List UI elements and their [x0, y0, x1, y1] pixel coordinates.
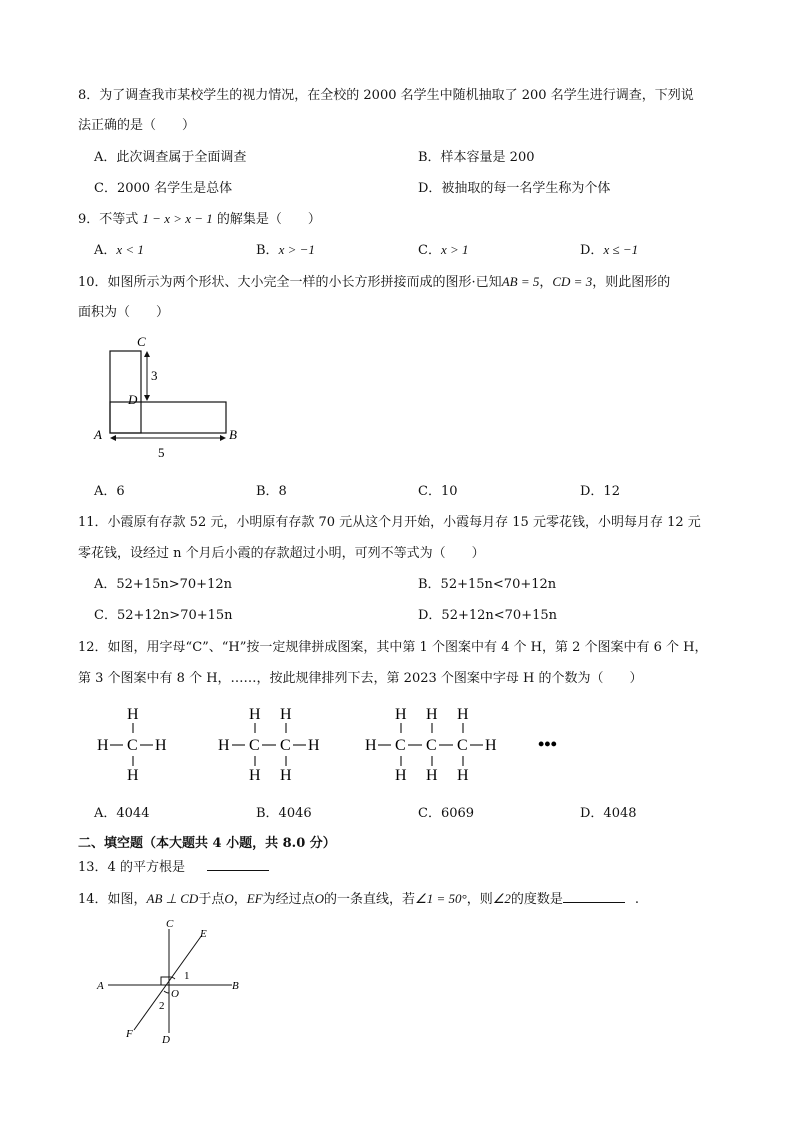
q12-p3-h-top2: H	[426, 706, 438, 723]
q14-mid2: ，	[233, 892, 247, 907]
q8-stem-line2: 法正确的是（ ）	[78, 118, 196, 133]
q10-stem-post: ，则此图形的	[592, 275, 671, 290]
q12-option-c: C．6069	[418, 806, 475, 821]
q11-stem-line2: 零花钱，设经过 n 个月后小霞的存款超过小明，可列不等式为（ ）	[78, 546, 485, 561]
q14-point-o-2: O	[314, 891, 325, 906]
q10-dim-ab-arrow-left	[110, 435, 116, 441]
q11-option-d: D．52+12n<70+15n	[418, 608, 558, 623]
q12-p2-c2: C	[280, 737, 291, 754]
q12-pattern-1	[97, 706, 167, 784]
q14-figure	[92, 915, 252, 1047]
q14-angle2: ∠2	[492, 891, 511, 906]
q12-pattern-3	[365, 706, 497, 784]
q9-option-b-expr: x > −1	[278, 242, 315, 257]
q10-label-c: C	[137, 334, 146, 349]
q12-p3-h-bottom1: H	[395, 767, 407, 784]
q12-p1-h-top: H	[127, 706, 139, 723]
q12-stem-line1: 12．如图，用字母“C”、“H”按一定规律拼成图案，其中第 1 个图案中有 4 个 H，第 2 个图案中有 6 个 H，	[78, 640, 708, 655]
q12-p3-c2: C	[426, 737, 437, 754]
q9-option-d-label: D．	[580, 243, 604, 258]
q10-option-d: D．12	[580, 484, 620, 499]
q14-stem	[78, 888, 639, 907]
q14-label-o: O	[171, 988, 179, 1000]
q10-label-a: A	[94, 427, 102, 442]
q12-p2-h-right: H	[308, 737, 320, 754]
q14-label-2: 2	[159, 1000, 165, 1012]
q12-p2-h-left: H	[218, 737, 230, 754]
q9-option-c	[418, 239, 469, 258]
q12-p3-c1: C	[395, 737, 406, 754]
q12-p3-h-left: H	[365, 737, 377, 754]
q12-p3-h-right: H	[485, 737, 497, 754]
q9-stem-pre: 9．不等式	[78, 212, 139, 227]
q14-label-a: A	[97, 980, 104, 992]
q11-stem-line1: 11．小霞原有存款 52 元，小明原有存款 70 元从这个月开始，小霞每月存 15 元零花钱，小明每月存 12 元	[78, 515, 701, 530]
q12-p3-h-top3: H	[457, 706, 469, 723]
q9-option-d	[580, 239, 638, 258]
q10-dim-ab-arrow-right	[220, 435, 226, 441]
q8-option-b: B．样本容量是 200	[418, 150, 535, 165]
q10-label-b: B	[229, 427, 237, 442]
q12-pattern-2	[218, 706, 320, 784]
q13-stem-text: 13．4 的平方根是	[78, 860, 185, 875]
q10-option-b: B．8	[256, 484, 287, 499]
q9-option-c-expr: x > 1	[440, 242, 469, 257]
q11-option-b: B．52+15n<70+12n	[418, 577, 557, 592]
q14-label-f: F	[126, 1028, 133, 1040]
q14-label-1: 1	[184, 970, 190, 982]
q12-p1-h-left: H	[97, 737, 109, 754]
q9-option-a-label: A．	[94, 243, 117, 258]
q10-option-a: A．6	[94, 484, 125, 499]
q10-label-5: 5	[158, 445, 165, 460]
q14-expr-perp: AB ⊥ CD	[146, 891, 199, 906]
q12-p2-h-top2: H	[280, 706, 292, 723]
q14-label-e: E	[200, 928, 207, 940]
q12-p1-h-bottom: H	[127, 767, 139, 784]
q12-p2-h-bottom1: H	[249, 767, 261, 784]
q10-option-c: C．10	[418, 484, 458, 499]
q14-label-d: D	[162, 1034, 170, 1046]
q10-expr-ab: AB = 5	[501, 274, 540, 289]
q10-expr-cd: CD = 3	[552, 274, 593, 289]
q8-stem-line1: 8．为了调查我市某校学生的视力情况，在全校的 2000 名学生中随机抽取了 200 名学生进行调查，下列说	[78, 88, 694, 103]
q12-option-b: B．4046	[256, 806, 312, 821]
q12-option-a: A．4044	[94, 806, 150, 821]
q11-option-c: C．52+12n>70+15n	[94, 608, 233, 623]
q9-option-d-expr: x ≤ −1	[603, 242, 639, 257]
q14-right-angle-mark	[161, 977, 169, 985]
q10-figure	[88, 330, 248, 464]
q14-label-c: C	[166, 918, 174, 930]
q10-stem-line2: 面积为（ ）	[78, 305, 170, 320]
q12-p3-h-bottom2: H	[426, 767, 438, 784]
q12-p2-h-top1: H	[249, 706, 261, 723]
q9-inequality: 1 − x > x − 1	[142, 211, 213, 226]
q9-option-a	[94, 239, 144, 258]
q12-p3-c3: C	[457, 737, 468, 754]
q10-label-d: D	[128, 392, 138, 407]
q14-mid3: 为经过点	[262, 892, 315, 907]
q10-dim-cd-arrow-bottom	[144, 395, 150, 401]
q12-stem-line2: 第 3 个图案中有 8 个 H，……，按此规律排列下去，第 2023 个图案中字母 H 的个数为（ ）	[78, 671, 643, 686]
q14-mid4: 的一条直线，若	[324, 892, 416, 907]
section-2-title: 二、填空题（本大题共 4 小题，共 8.0 分）	[78, 836, 336, 851]
q14-label-b: B	[232, 980, 239, 992]
q13-stem	[78, 856, 269, 875]
q11-option-a: A．52+15n>70+12n	[94, 577, 232, 592]
q9-option-c-label: C．	[418, 243, 441, 258]
q14-stem-post: 的度数是	[510, 892, 563, 907]
q9-stem-post: 的解集是（ ）	[216, 212, 321, 227]
q12-p1-c: C	[127, 737, 138, 754]
q14-mid1: 于点	[198, 892, 225, 907]
q14-answer-blank[interactable]	[563, 890, 625, 903]
q12-figure	[90, 700, 560, 786]
q14-line-ef: EF	[246, 891, 263, 906]
q14-stem-pre: 14．如图，	[78, 892, 147, 907]
q9-option-a-expr: x < 1	[116, 242, 144, 257]
q8-option-d: D．被抽取的每一名学生称为个体	[418, 181, 611, 196]
q12-option-d: D．4048	[580, 806, 637, 821]
q12-p3-h-top1: H	[395, 706, 407, 723]
q14-angle2-arc	[164, 991, 169, 993]
q9-option-b	[256, 239, 315, 258]
q14-angle1-arc	[169, 977, 175, 979]
q12-ellipsis-dots: •••	[538, 734, 557, 754]
q10-label-3: 3	[151, 368, 158, 383]
q8-option-c: C．2000 名学生是总体	[94, 181, 233, 196]
q12-p2-c1: C	[249, 737, 260, 754]
q10-stem-pre: 10．如图所示为两个形状、大小完全一样的小长方形拼接而成的图形·已知	[78, 275, 502, 290]
q14-mid5: ，则	[466, 892, 493, 907]
q12-p3-h-bottom3: H	[457, 767, 469, 784]
q9-stem	[78, 208, 321, 227]
q9-option-b-label: B．	[256, 243, 279, 258]
q12-p2-h-bottom2: H	[280, 767, 292, 784]
q14-end-period: .	[634, 892, 640, 907]
q8-option-a: A．此次调查属于全面调查	[94, 150, 247, 165]
q14-line-ef	[134, 935, 202, 1030]
q10-dim-cd-arrow-top	[144, 351, 150, 357]
q13-answer-blank[interactable]	[207, 858, 269, 871]
q14-angle1: ∠1 = 50°	[415, 891, 467, 906]
q10-comma: ，	[539, 275, 553, 290]
q10-stem-line1	[78, 271, 670, 290]
q14-point-o: O	[224, 891, 234, 906]
q12-p1-h-right: H	[155, 737, 167, 754]
